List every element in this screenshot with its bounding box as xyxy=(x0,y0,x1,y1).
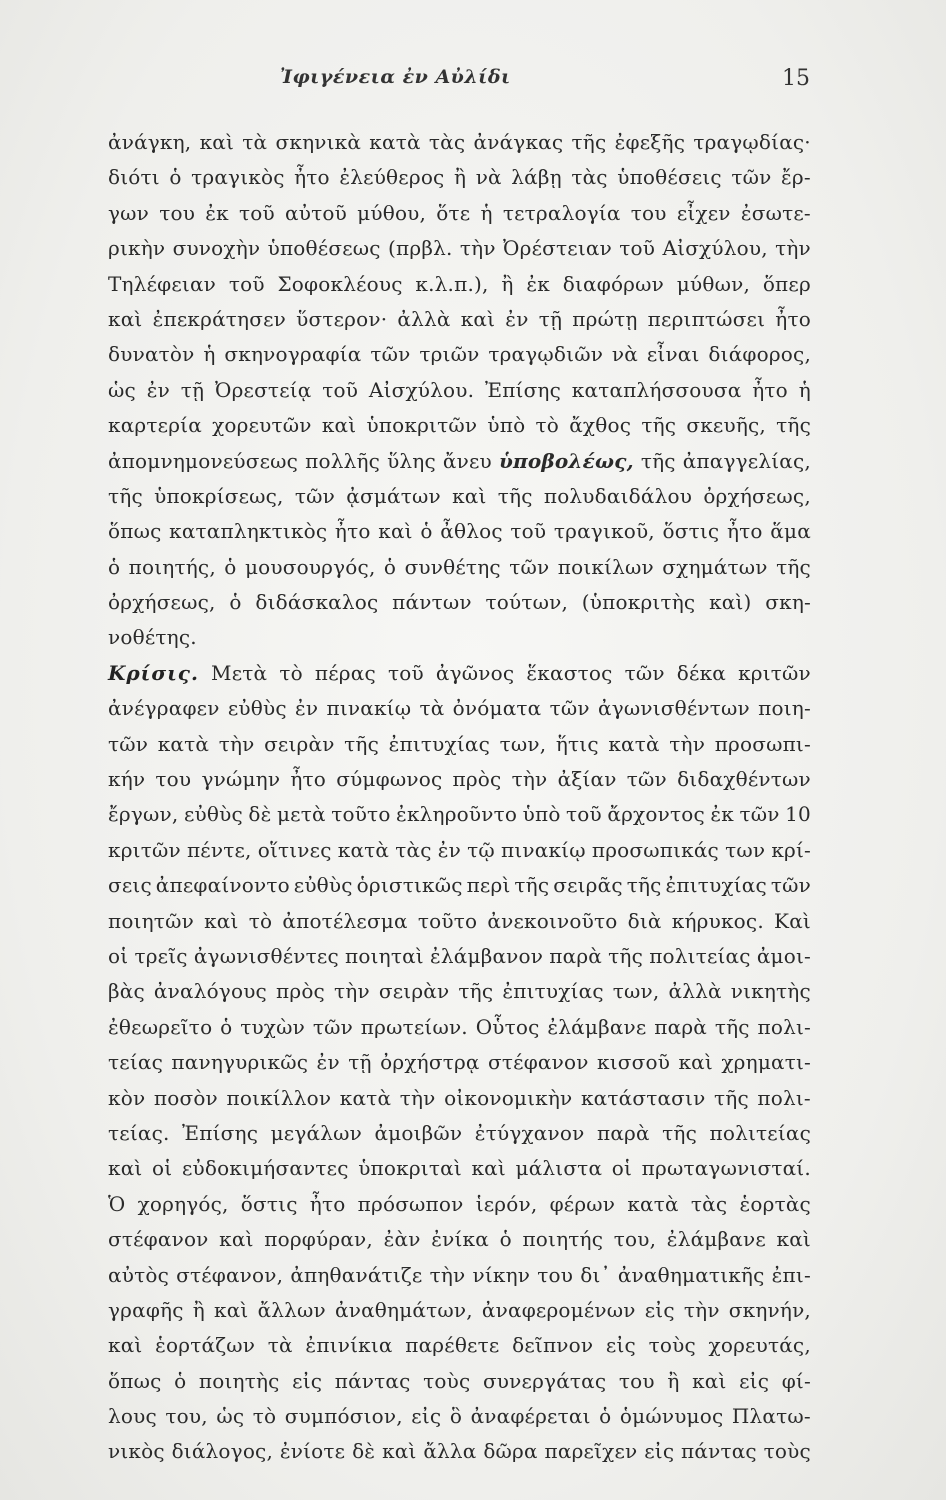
text-line: κήν του γνώμην ἦτο σύμφωνος πρὸς τὴν ἀξίαν τῶν διδαχθέντων xyxy=(108,767,811,792)
text-line: κὸν ποσὸν ποικίλλον κατὰ τὴν οἰκονομικὴν κατάστασιν τῆς πολι- xyxy=(108,1085,811,1110)
text-line: νοθέτης. xyxy=(108,625,197,650)
page-number: 15 xyxy=(782,66,810,91)
text-line: ὁ ποιητής, ὁ μουσουργός, ὁ συνθέτης τῶν ποικίλων σχημάτων τῆς xyxy=(108,554,811,579)
text-line: ρικὴν συνοχὴν ὑποθέσεως (πρβλ. τὴν Ὀρέστειαν τοῦ Αἰσχύλου, τὴν xyxy=(108,236,811,261)
text-line: ὅπως καταπληκτικὸς ἦτο καὶ ὁ ἆθλος τοῦ τραγικοῦ, ὅστις ἦτο ἅμα xyxy=(108,519,811,544)
text-line: βὰς ἀναλόγους πρὸς τὴν σειρὰν τῆς ἐπιτυχίας των, ἀλλὰ νικητὴς xyxy=(108,979,811,1004)
text-line: νικὸς διάλογος, ἐνίοτε δὲ καὶ ἄλλα δῶρα παρεῖχεν εἰς πάντας τοὺς xyxy=(108,1439,811,1464)
text-line: δυνατὸν ἡ σκηνογραφία τῶν τριῶν τραγῳδιῶν νὰ εἶναι διάφορος, xyxy=(108,342,811,367)
text-line: ἀνάγκη, καὶ τὰ σκηνικὰ κατὰ τὰς ἀνάγκας τῆς ἐφεξῆς τραγῳδίας· xyxy=(108,130,811,154)
text-line: κριτῶν πέντε, οἵτινες κατὰ τὰς ἐν τῷ πινακίῳ προσωπικάς των κρί- xyxy=(108,837,811,862)
text-line: τείας πανηγυρικῶς ἐν τῇ ὀρχήστρᾳ στέφανον κισσοῦ καὶ χρηματι- xyxy=(108,1050,811,1075)
text-line: Κρίσις. Μετὰ τὸ πέρας τοῦ ἀγῶνος ἕκαστος τῶν δέκα κριτῶν xyxy=(108,656,811,691)
text-line: ὡς ἐν τῇ Ὀρεστείᾳ τοῦ Αἰσχύλου. Ἐπίσης καταπλήσσουσα ἦτο ἡ xyxy=(108,377,811,402)
text-line: ποιητῶν καὶ τὸ ἀποτέλεσμα τοῦτο ἀνεκοινοῦτο διὰ κήρυκος. Καὶ xyxy=(108,908,811,933)
text-line: λους του, ὡς τὸ συμπόσιον, εἰς ὃ ἀναφέρεται ὁ ὁμώνυμος Πλατω- xyxy=(108,1404,811,1429)
text-line: γων του ἐκ τοῦ αὐτοῦ μύθου, ὅτε ἡ τετραλογία του εἶχεν ἐσωτε- xyxy=(108,200,811,225)
text-line: τείας. Ἐπίσης μεγάλων ἀμοιβῶν ἐτύγχανον παρὰ τῆς πολιτείας xyxy=(108,1120,811,1145)
text-line: καρτερία χορευτῶν καὶ ὑποκριτῶν ὑπὸ τὸ ἄχθος τῆς σκευῆς, τῆς xyxy=(108,413,811,438)
running-head xyxy=(110,66,810,98)
text-line: αὐτὸς στέφανον, ἀπηθανάτιζε τὴν νίκην του δι᾿ ἀναθηματικῆς ἐπι- xyxy=(108,1262,811,1287)
section-heading: Κρίσις. xyxy=(108,660,199,685)
text-line: καὶ ἑορτάζων τὰ ἐπινίκια παρέθετε δεῖπνον εἰς τοὺς χορευτάς, xyxy=(108,1333,811,1358)
text-line: σεις ἀπεφαίνοντο εὐθὺς ὁριστικῶς περὶ τῆς σειρᾶς τῆς ἐπιτυχίας τῶν xyxy=(108,873,811,898)
text-line: Ὁ χορηγός, ὅστις ἦτο πρόσωπον ἱερόν, φέρων κατὰ τὰς ἑορτὰς xyxy=(108,1191,811,1216)
text-line: γραφῆς ἢ καὶ ἄλλων ἀναθημάτων, ἀναφερομένων εἰς τὴν σκηνήν, xyxy=(108,1297,811,1322)
text-line: καὶ οἱ εὐδοκιμήσαντες ὑποκριταὶ καὶ μάλιστα οἱ πρωταγωνισταί. xyxy=(108,1156,811,1181)
text-line: ὀρχήσεως, ὁ διδάσκαλος πάντων τούτων, (ὑποκριτὴς καὶ) σκη- xyxy=(108,590,811,615)
text-line: ἀπομνημονεύσεως πολλῆς ὕλης ἄνευ ὑποβολέως, τῆς ἀπαγγελίας, xyxy=(108,448,811,473)
text-line: Τηλέφειαν τοῦ Σοφοκλέους κ.λ.π.), ἢ ἐκ διαφόρων μύθων, ὅπερ xyxy=(108,271,811,296)
text-line: διότι ὁ τραγικὸς ἦτο ἐλεύθερος ἢ νὰ λάβῃ τὰς ὑποθέσεις τῶν ἔρ- xyxy=(108,165,811,190)
body-text xyxy=(108,125,811,1470)
text-line: καὶ ἐπεκράτησεν ὕστερον· ἀλλὰ καὶ ἐν τῇ πρώτῃ περιπτώσει ἦτο xyxy=(108,306,811,331)
text-line: ἀνέγραφεν εὐθὺς ἐν πινακίῳ τὰ ὀνόματα τῶν ἀγωνισθέντων ποιη- xyxy=(108,696,811,721)
running-title: Ἰφιγένεια ἐν Αὐλίδι xyxy=(280,66,511,88)
text-line: ἔργων, εὐθὺς δὲ μετὰ τοῦτο ἐκληροῦντο ὑπὸ τοῦ ἄρχοντος ἐκ τῶν 10 xyxy=(108,802,811,827)
text-line: στέφανον καὶ πορφύραν, ἐὰν ἐνίκα ὁ ποιητής του, ἐλάμβανε καὶ xyxy=(108,1227,811,1252)
text-line: οἱ τρεῖς ἀγωνισθέντες ποιηταὶ ἐλάμβανον παρὰ τῆς πολιτείας ἀμοι- xyxy=(108,943,811,968)
text-line: ἐθεωρεῖτο ὁ τυχὼν τῶν πρωτείων. Οὗτος ἐλάμβανε παρὰ τῆς πολι- xyxy=(108,1014,811,1039)
text-line: ὅπως ὁ ποιητὴς εἰς πάντας τοὺς συνεργάτας του ἢ καὶ εἰς φί- xyxy=(108,1368,811,1393)
text-line: τῆς ὑποκρίσεως, τῶν ᾀσμάτων καὶ τῆς πολυδαιδάλου ὀρχήσεως, xyxy=(108,483,811,508)
text-line: τῶν κατὰ τὴν σειρὰν τῆς ἐπιτυχίας των, ἥτις κατὰ τὴν προσωπι- xyxy=(108,731,811,756)
